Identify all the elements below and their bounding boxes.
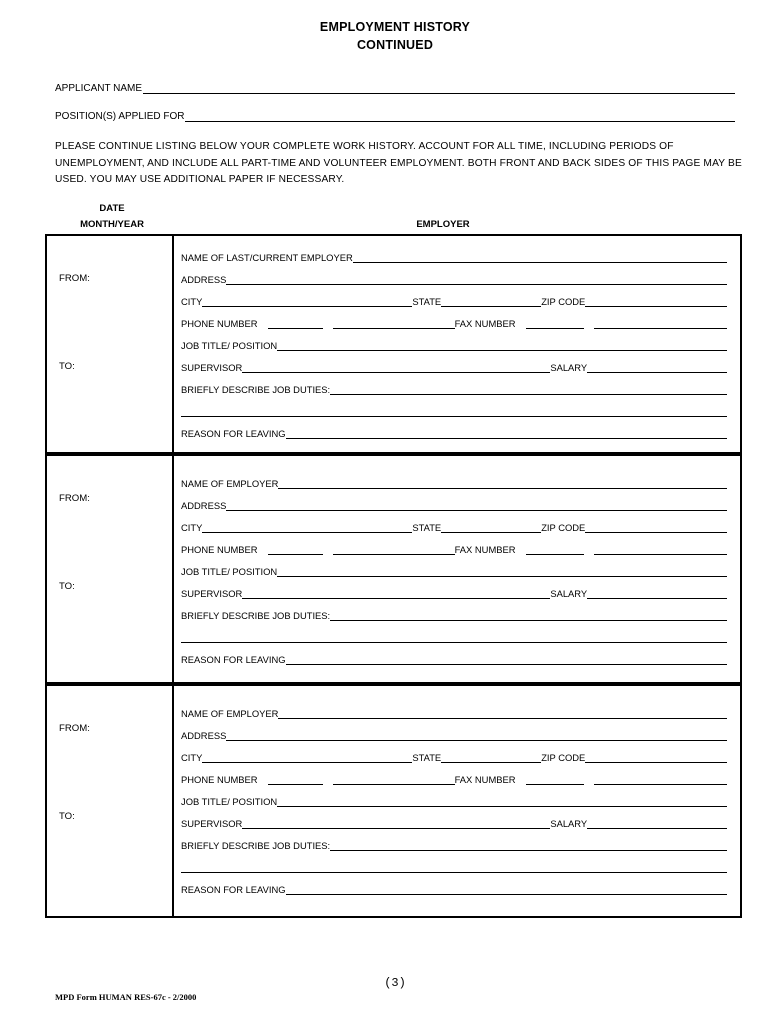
column-divider [172, 236, 174, 452]
job-title-row [181, 795, 727, 807]
supervisor-salary-row [181, 587, 727, 599]
form-subtitle: CONTINUED [356, 38, 434, 52]
city-state-zip-line[interactable] [441, 296, 541, 307]
reason-for-leaving-row [181, 427, 727, 439]
reason-for-leaving-line[interactable] [286, 428, 727, 439]
phone-fax-line[interactable] [526, 774, 584, 785]
city-state-zip-line[interactable] [202, 522, 412, 533]
employer-name-row [181, 251, 727, 263]
fax-label: FAX NUMBER [454, 318, 516, 329]
phone-fax-line[interactable] [333, 774, 455, 785]
salary-label: SALARY [550, 362, 588, 373]
duties-label: BRIEFLY DESCRIBE JOB DUTIES: [181, 384, 331, 395]
city-label: CITY [181, 522, 203, 533]
supervisor-salary-line[interactable] [587, 818, 727, 829]
job-title-row [181, 339, 727, 351]
job-title-label: JOB TITLE/ POSITION [181, 340, 278, 351]
phone-fax-row [181, 773, 727, 785]
state-label: STATE [412, 296, 442, 307]
job-duties-extra-line[interactable] [181, 862, 727, 873]
reason-for-leaving-row [181, 653, 727, 665]
phone-fax-line[interactable] [594, 318, 727, 329]
supervisor-salary-line[interactable] [587, 362, 727, 373]
job-duties-extra-line[interactable] [181, 406, 727, 417]
employer-section-1 [45, 234, 742, 454]
address-line[interactable] [226, 500, 727, 511]
address-label: ADDRESS [181, 500, 227, 511]
city-state-zip-line[interactable] [585, 522, 727, 533]
city-state-zip-line[interactable] [585, 752, 727, 763]
state-label: STATE [412, 752, 442, 763]
job-duties-extra-row [181, 405, 727, 417]
phone-fax-line[interactable] [594, 544, 727, 555]
city-state-zip-line[interactable] [441, 752, 541, 763]
duties-label: BRIEFLY DESCRIBE JOB DUTIES: [181, 840, 331, 851]
employer-section-2 [45, 454, 742, 684]
positions-applied-line[interactable] [185, 111, 735, 122]
phone-fax-line[interactable] [333, 544, 455, 555]
city-state-zip-row [181, 295, 727, 307]
supervisor-label: SUPERVISOR [181, 588, 243, 599]
to-date-label[interactable]: TO: [59, 361, 75, 372]
job-duties-extra-row [181, 631, 727, 643]
applicant-name-line[interactable] [143, 83, 735, 94]
city-state-zip-row [181, 521, 727, 533]
from-date-label[interactable]: FROM: [59, 723, 90, 734]
zip-label: ZIP CODE [541, 522, 586, 533]
address-label: ADDRESS [181, 730, 227, 741]
address-row [181, 499, 727, 511]
to-date-label[interactable]: TO: [59, 581, 75, 592]
phone-fax-line[interactable] [526, 318, 584, 329]
job-duties-line[interactable] [330, 610, 727, 621]
from-date-label[interactable]: FROM: [59, 273, 90, 284]
to-date-label[interactable]: TO: [59, 811, 75, 822]
zip-label: ZIP CODE [541, 752, 586, 763]
job-duties-line[interactable] [330, 384, 727, 395]
address-row [181, 273, 727, 285]
form-title: EMPLOYMENT HISTORY [319, 20, 471, 34]
phone-fax-line[interactable] [594, 774, 727, 785]
city-state-zip-line[interactable] [202, 296, 412, 307]
job-title-row [181, 565, 727, 577]
employer-name-line[interactable] [278, 708, 727, 719]
reason-for-leaving-row [181, 883, 727, 895]
job-duties-extra-row [181, 861, 727, 873]
employer-section-3 [45, 684, 742, 918]
city-label: CITY [181, 296, 203, 307]
phone-fax-line[interactable] [268, 544, 323, 555]
address-label: ADDRESS [181, 274, 227, 285]
job-duties-row [181, 609, 727, 621]
city-state-zip-line[interactable] [585, 296, 727, 307]
job-title-label: JOB TITLE/ POSITION [181, 796, 278, 807]
form-id-footer: MPD Form HUMAN RES-67c - 2/2000 [55, 992, 197, 1002]
employer-label: NAME OF EMPLOYER [181, 478, 279, 489]
page-number: (3) [384, 976, 406, 990]
city-state-zip-line[interactable] [202, 752, 412, 763]
address-line[interactable] [226, 274, 727, 285]
job-duties-extra-line[interactable] [181, 632, 727, 643]
phone-fax-line[interactable] [268, 318, 323, 329]
job-duties-row [181, 839, 727, 851]
phone-label: PHONE NUMBER [181, 774, 258, 785]
supervisor-salary-line[interactable] [242, 362, 550, 373]
reason-label: REASON FOR LEAVING [181, 884, 286, 895]
supervisor-salary-row [181, 817, 727, 829]
positions-applied-field[interactable] [55, 111, 735, 122]
employer-name-line[interactable] [278, 478, 727, 489]
duties-label: BRIEFLY DESCRIBE JOB DUTIES: [181, 610, 331, 621]
fax-label: FAX NUMBER [454, 544, 516, 555]
applicant-name-label: APPLICANT NAME [55, 83, 143, 94]
phone-label: PHONE NUMBER [181, 318, 258, 329]
job-title-line[interactable] [277, 566, 727, 577]
phone-fax-line[interactable] [526, 544, 584, 555]
city-state-zip-row [181, 751, 727, 763]
phone-label: PHONE NUMBER [181, 544, 258, 555]
supervisor-salary-line[interactable] [587, 588, 727, 599]
reason-for-leaving-line[interactable] [286, 654, 727, 665]
job-duties-row [181, 383, 727, 395]
job-title-label: JOB TITLE/ POSITION [181, 566, 278, 577]
supervisor-salary-row [181, 361, 727, 373]
instructions-text: PLEASE CONTINUE LISTING BELOW YOUR COMPLETE WORK HISTORY. ACCOUNT FOR ALL TIME, INCLUDING PERIODS OF UNEMPLOYMENT, AND INCLUDE ALL PART-TIME AND VOLUNTEER EMPLOYMENT. BOTH FRONT AND BACK SIDES OF THIS PAGE MAY BE USED. YOU MAY USE ADDITIONAL PAPER IF NECESSARY. [55, 141, 742, 185]
job-title-line[interactable] [277, 340, 727, 351]
employer-name-line[interactable] [353, 252, 727, 263]
employer-name-row [181, 477, 727, 489]
job-title-line[interactable] [277, 796, 727, 807]
employer-name-row [181, 707, 727, 719]
phone-fax-row [181, 317, 727, 329]
phone-fax-line[interactable] [268, 774, 323, 785]
column-divider [172, 456, 174, 682]
date-column-header: DATE [99, 203, 125, 214]
reason-for-leaving-line[interactable] [286, 884, 727, 895]
salary-label: SALARY [550, 588, 588, 599]
job-duties-line[interactable] [330, 840, 727, 851]
month-year-column-header: MONTH/YEAR [80, 219, 144, 230]
address-row [181, 729, 727, 741]
applicant-name-field[interactable] [55, 83, 735, 94]
supervisor-salary-line[interactable] [242, 818, 550, 829]
column-divider [172, 686, 174, 916]
from-date-label[interactable]: FROM: [59, 493, 90, 504]
state-label: STATE [412, 522, 442, 533]
zip-label: ZIP CODE [541, 296, 586, 307]
phone-fax-row [181, 543, 727, 555]
employer-column-header: EMPLOYER [416, 219, 470, 230]
supervisor-salary-line[interactable] [242, 588, 550, 599]
city-label: CITY [181, 752, 203, 763]
salary-label: SALARY [550, 818, 588, 829]
address-line[interactable] [226, 730, 727, 741]
phone-fax-line[interactable] [333, 318, 455, 329]
reason-label: REASON FOR LEAVING [181, 428, 286, 439]
supervisor-label: SUPERVISOR [181, 818, 243, 829]
positions-applied-label: POSITION(S) APPLIED FOR [55, 111, 185, 122]
city-state-zip-line[interactable] [441, 522, 541, 533]
fax-label: FAX NUMBER [454, 774, 516, 785]
employer-label: NAME OF LAST/CURRENT EMPLOYER [181, 252, 353, 263]
reason-label: REASON FOR LEAVING [181, 654, 286, 665]
employer-label: NAME OF EMPLOYER [181, 708, 279, 719]
supervisor-label: SUPERVISOR [181, 362, 243, 373]
